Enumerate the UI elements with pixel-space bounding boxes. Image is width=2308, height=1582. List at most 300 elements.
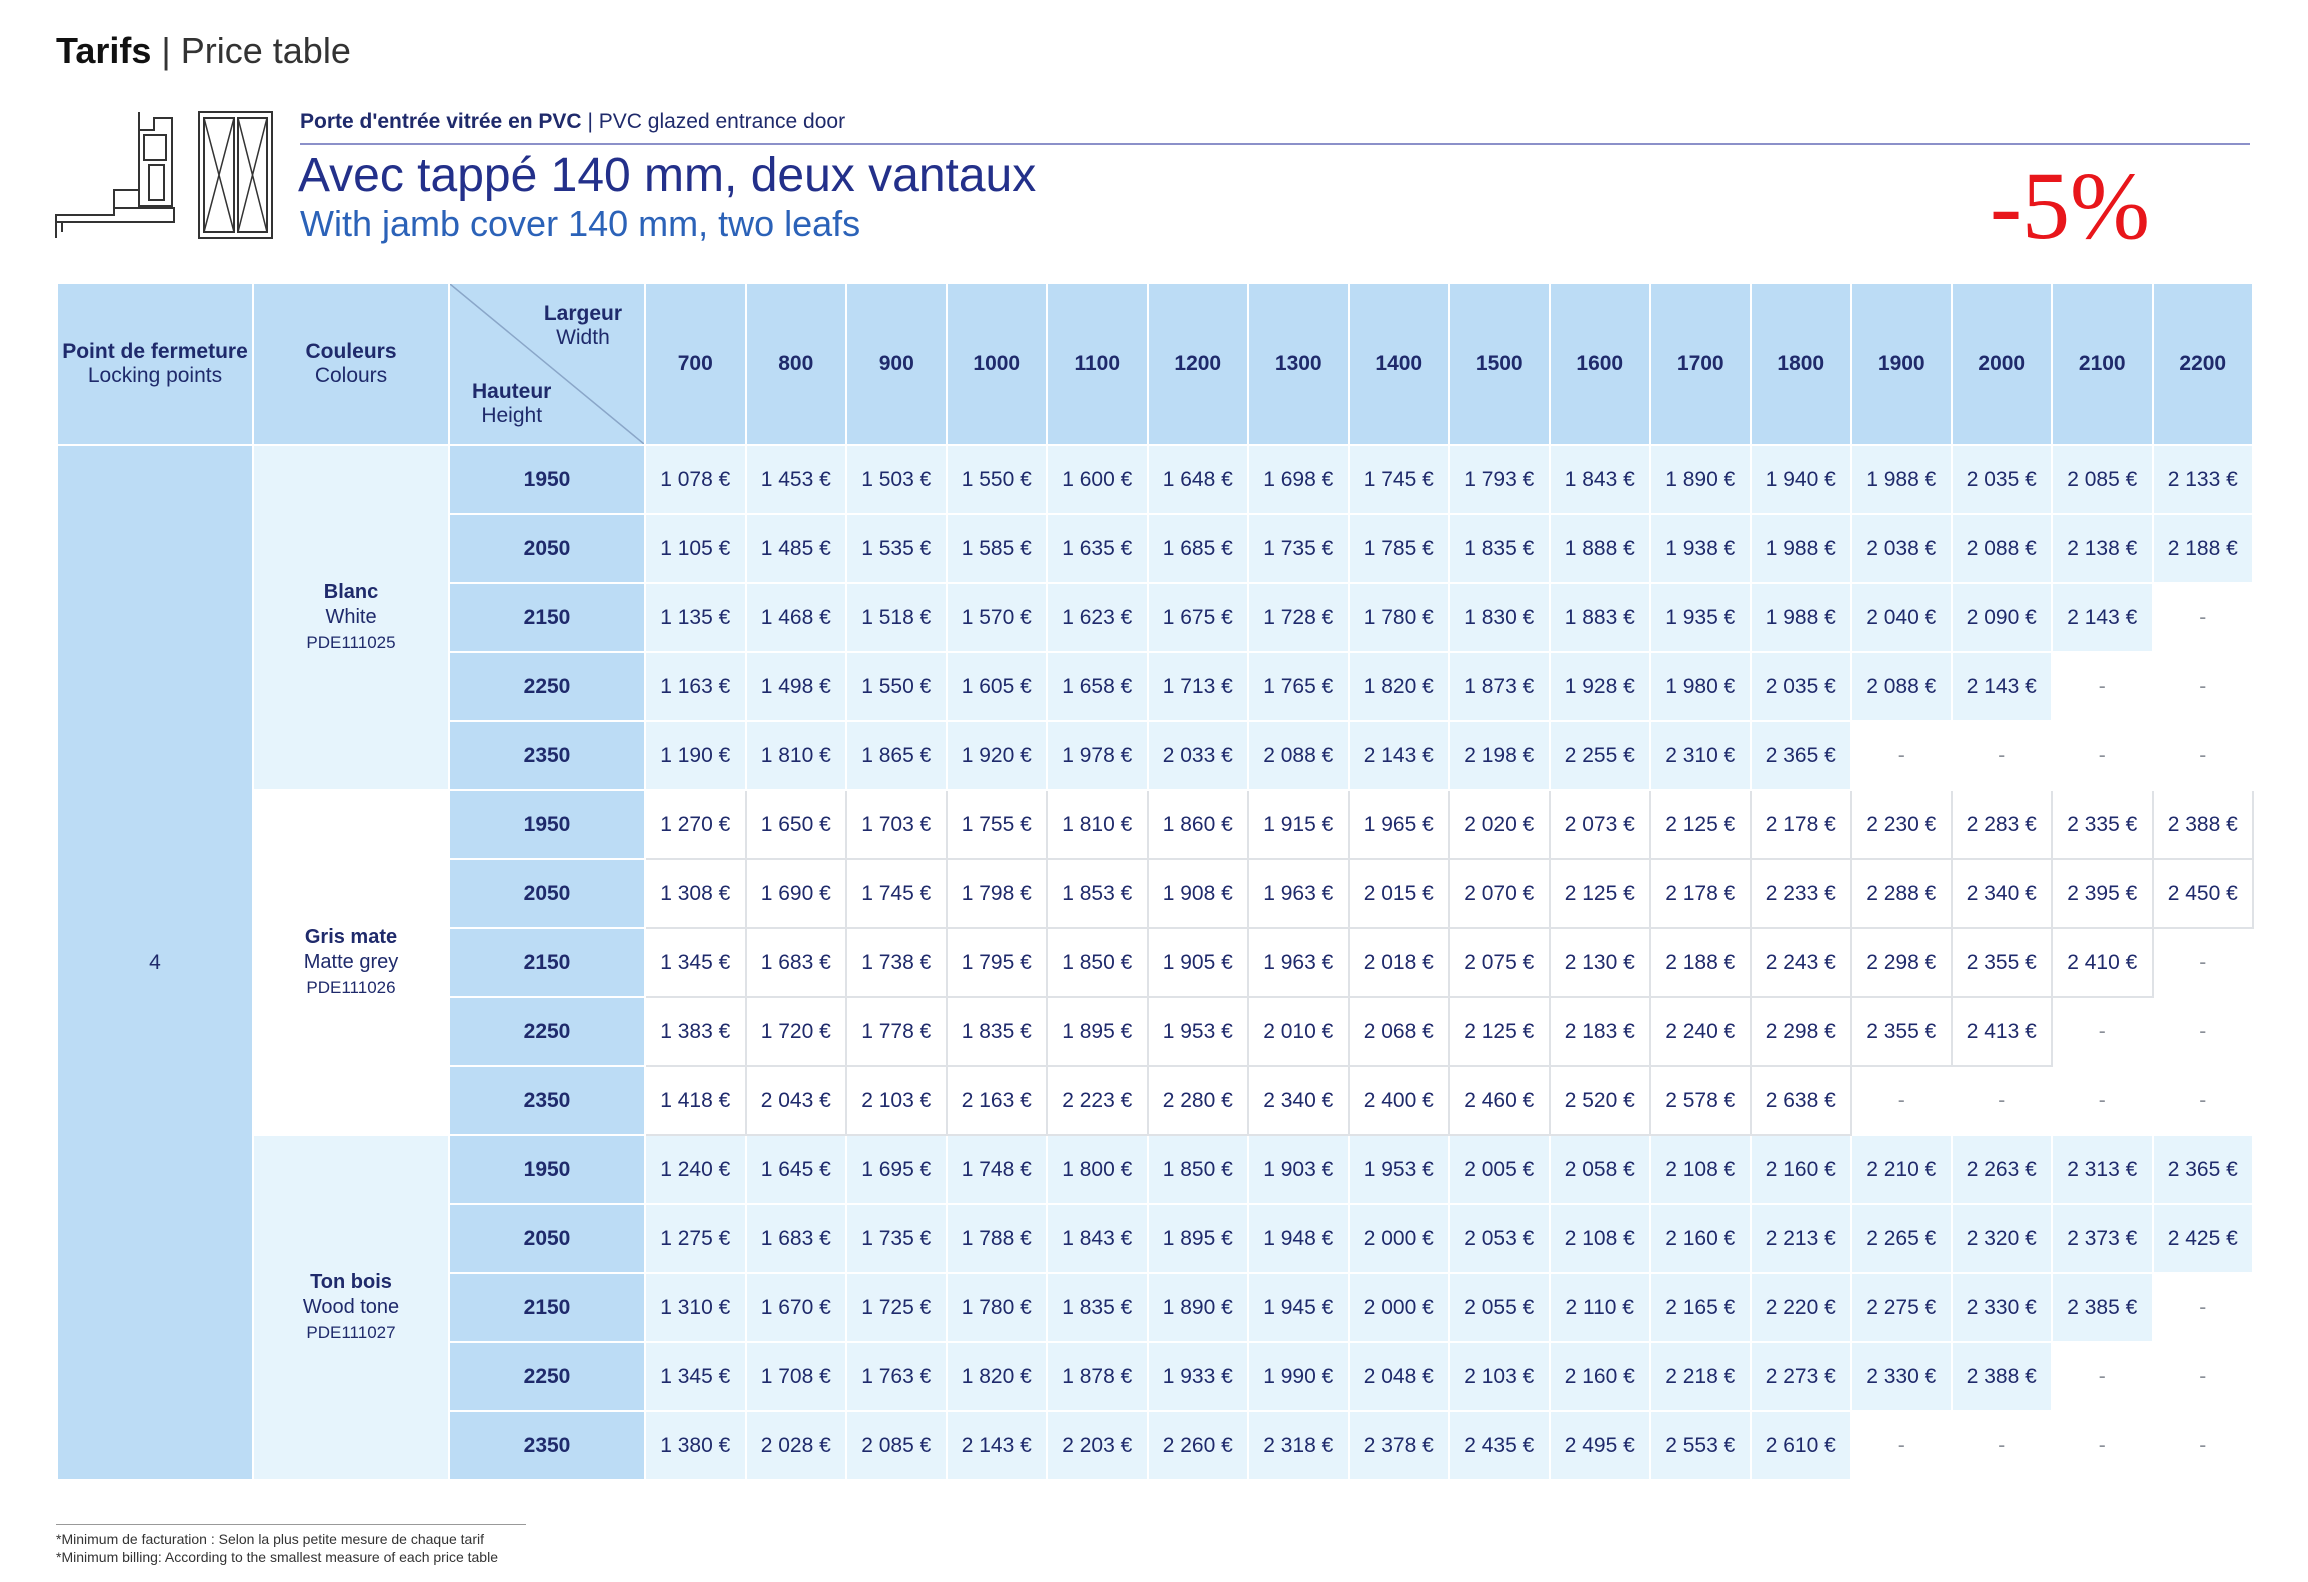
- price-cell: 1 078 €: [645, 445, 746, 514]
- price-cell: 2 000 €: [1349, 1273, 1450, 1342]
- price-cell: 1 883 €: [1550, 583, 1651, 652]
- price-cell: 2 000 €: [1349, 1204, 1450, 1273]
- price-cell: 1 240 €: [645, 1135, 746, 1204]
- price-cell: 2 388 €: [1952, 1342, 2053, 1411]
- locking-points-value: 4: [57, 445, 253, 1480]
- price-cell: 1 600 €: [1047, 445, 1148, 514]
- width-header: 1100: [1047, 283, 1148, 445]
- header-colours-fr: Couleurs: [305, 340, 397, 363]
- price-cell: 2 088 €: [1248, 721, 1349, 790]
- width-header: 800: [746, 283, 847, 445]
- price-cell: 1 738 €: [846, 928, 947, 997]
- height-label: 2150: [449, 928, 645, 997]
- width-header: 900: [846, 283, 947, 445]
- product-title-en: With jamb cover 140 mm, two leafs: [300, 203, 861, 244]
- price-cell: 1 988 €: [1751, 583, 1852, 652]
- price-cell: 2 143 €: [947, 1411, 1048, 1480]
- price-cell: 1 820 €: [1349, 652, 1450, 721]
- price-cell: 1 763 €: [846, 1342, 947, 1411]
- height-label: 2350: [449, 1066, 645, 1135]
- price-cell: 2 413 €: [1952, 997, 2053, 1066]
- price-cell: 2 143 €: [1952, 652, 2053, 721]
- price-cell: 1 190 €: [645, 721, 746, 790]
- colour-name-fr: Gris mate: [304, 926, 398, 948]
- page-title-separator: |: [161, 30, 171, 71]
- price-cell: 1 623 €: [1047, 583, 1148, 652]
- price-cell: 2 043 €: [746, 1066, 847, 1135]
- price-cell: 2 495 €: [1550, 1411, 1651, 1480]
- price-cell: 2 520 €: [1550, 1066, 1651, 1135]
- price-cell: 1 635 €: [1047, 514, 1148, 583]
- height-label: 2250: [449, 997, 645, 1066]
- price-cell: 2 005 €: [1449, 1135, 1550, 1204]
- price-cell: 2 125 €: [1550, 859, 1651, 928]
- price-cell: 2 055 €: [1449, 1273, 1550, 1342]
- price-cell: 1 780 €: [1349, 583, 1450, 652]
- price-cell: 2 178 €: [1751, 790, 1852, 859]
- price-cell: 2 073 €: [1550, 790, 1651, 859]
- price-cell: 1 990 €: [1248, 1342, 1349, 1411]
- price-unavailable: -: [1851, 1411, 1952, 1480]
- price-cell: 2 010 €: [1248, 997, 1349, 1066]
- price-cell: 1 810 €: [1047, 790, 1148, 859]
- price-cell: 1 920 €: [947, 721, 1048, 790]
- price-cell: 1 485 €: [746, 514, 847, 583]
- price-cell: 1 780 €: [947, 1273, 1048, 1342]
- colour-name-fr: Blanc: [323, 581, 379, 603]
- price-cell: 2 068 €: [1349, 997, 1450, 1066]
- price-cell: 1 978 €: [1047, 721, 1148, 790]
- price-cell: 1 788 €: [947, 1204, 1048, 1273]
- height-label: 2150: [449, 583, 645, 652]
- price-cell: 1 903 €: [1248, 1135, 1349, 1204]
- header-width-height: [449, 283, 645, 445]
- price-cell: 2 365 €: [1751, 721, 1852, 790]
- price-cell: 1 795 €: [947, 928, 1048, 997]
- header-colours: [253, 283, 449, 445]
- price-cell: 1 890 €: [1650, 445, 1751, 514]
- header-width-fr: Largeur: [543, 302, 622, 325]
- price-cell: 2 183 €: [1550, 997, 1651, 1066]
- price-unavailable: -: [2153, 1273, 2254, 1342]
- height-label: 2050: [449, 1204, 645, 1273]
- height-label: 2050: [449, 514, 645, 583]
- price-cell: 2 385 €: [2052, 1273, 2153, 1342]
- price-cell: 1 905 €: [1148, 928, 1249, 997]
- price-cell: 1 835 €: [947, 997, 1048, 1066]
- price-cell: 1 735 €: [846, 1204, 947, 1273]
- price-unavailable: -: [1952, 1066, 2053, 1135]
- price-cell: 2 160 €: [1650, 1204, 1751, 1273]
- price-cell: 1 345 €: [645, 928, 746, 997]
- price-cell: 1 963 €: [1248, 859, 1349, 928]
- price-cell: 2 340 €: [1248, 1066, 1349, 1135]
- height-label: 2050: [449, 859, 645, 928]
- price-cell: 2 143 €: [2052, 583, 2153, 652]
- price-unavailable: -: [2153, 997, 2254, 1066]
- price-cell: 2 188 €: [2153, 514, 2254, 583]
- price-cell: 2 028 €: [746, 1411, 847, 1480]
- price-unavailable: -: [2153, 721, 2254, 790]
- price-cell: 1 708 €: [746, 1342, 847, 1411]
- price-cell: 2 035 €: [1751, 652, 1852, 721]
- price-cell: 1 873 €: [1449, 652, 1550, 721]
- width-header: 1500: [1449, 283, 1550, 445]
- price-cell: 2 330 €: [1851, 1342, 1952, 1411]
- price-unavailable: -: [1952, 721, 2053, 790]
- price-cell: 1 713 €: [1148, 652, 1249, 721]
- price-cell: 2 130 €: [1550, 928, 1651, 997]
- price-cell: 1 735 €: [1248, 514, 1349, 583]
- price-cell: 1 270 €: [645, 790, 746, 859]
- price-cell: 1 850 €: [1148, 1135, 1249, 1204]
- price-cell: 2 015 €: [1349, 859, 1450, 928]
- product-line: [300, 110, 845, 134]
- price-cell: 1 675 €: [1148, 583, 1249, 652]
- door-section-icon: [54, 110, 274, 240]
- price-cell: 1 865 €: [846, 721, 947, 790]
- price-cell: 2 578 €: [1650, 1066, 1751, 1135]
- price-cell: 2 090 €: [1952, 583, 2053, 652]
- width-header: 1800: [1751, 283, 1852, 445]
- price-cell: 2 255 €: [1550, 721, 1651, 790]
- price-cell: 2 275 €: [1851, 1273, 1952, 1342]
- price-cell: 1 690 €: [746, 859, 847, 928]
- price-cell: 1 275 €: [645, 1204, 746, 1273]
- price-cell: 1 810 €: [746, 721, 847, 790]
- price-cell: 1 570 €: [947, 583, 1048, 652]
- price-cell: 1 498 €: [746, 652, 847, 721]
- price-cell: 1 915 €: [1248, 790, 1349, 859]
- price-cell: 1 895 €: [1047, 997, 1148, 1066]
- price-cell: 2 103 €: [846, 1066, 947, 1135]
- price-cell: 1 830 €: [1449, 583, 1550, 652]
- price-cell: 2 335 €: [2052, 790, 2153, 859]
- price-cell: 2 273 €: [1751, 1342, 1852, 1411]
- price-cell: 2 178 €: [1650, 859, 1751, 928]
- width-header: 2200: [2153, 283, 2254, 445]
- price-cell: 2 053 €: [1449, 1204, 1550, 1273]
- price-unavailable: -: [2052, 1411, 2153, 1480]
- price-cell: 1 163 €: [645, 652, 746, 721]
- price-cell: 1 908 €: [1148, 859, 1249, 928]
- price-cell: 2 088 €: [1851, 652, 1952, 721]
- price-cell: 1 503 €: [846, 445, 947, 514]
- price-unavailable: -: [2052, 1066, 2153, 1135]
- colour-code: PDE111026: [306, 978, 396, 997]
- price-cell: 2 460 €: [1449, 1066, 1550, 1135]
- price-cell: 1 940 €: [1751, 445, 1852, 514]
- price-cell: 2 223 €: [1047, 1066, 1148, 1135]
- price-cell: 1 748 €: [947, 1135, 1048, 1204]
- product-line-en: PVC glazed entrance door: [598, 110, 846, 133]
- price-cell: 2 288 €: [1851, 859, 1952, 928]
- price-cell: 1 725 €: [846, 1273, 947, 1342]
- price-cell: 2 263 €: [1952, 1135, 2053, 1204]
- width-header: 1200: [1148, 283, 1249, 445]
- price-unavailable: -: [1851, 1066, 1952, 1135]
- footnote-rule: [56, 1524, 526, 1525]
- price-cell: 1 785 €: [1349, 514, 1450, 583]
- price-cell: 2 075 €: [1449, 928, 1550, 997]
- header-rule: [300, 143, 2250, 145]
- price-cell: 2 233 €: [1751, 859, 1852, 928]
- colour-name-en: Matte grey: [303, 951, 399, 973]
- price-cell: 2 313 €: [2052, 1135, 2153, 1204]
- header-locking-fr: Point de fermeture: [62, 340, 248, 363]
- price-cell: 2 230 €: [1851, 790, 1952, 859]
- price-cell: 1 550 €: [846, 652, 947, 721]
- price-cell: 1 535 €: [846, 514, 947, 583]
- colour-name-en: Wood tone: [302, 1296, 400, 1318]
- price-cell: 2 108 €: [1650, 1135, 1751, 1204]
- table-row: [57, 790, 2253, 859]
- price-unavailable: -: [2052, 652, 2153, 721]
- width-header: 1600: [1550, 283, 1651, 445]
- price-cell: 2 355 €: [1952, 928, 2053, 997]
- price-cell: 2 298 €: [1751, 997, 1852, 1066]
- price-cell: 2 298 €: [1851, 928, 1952, 997]
- price-cell: 2 110 €: [1550, 1273, 1651, 1342]
- colour-cell: [253, 445, 449, 790]
- height-label: 1950: [449, 445, 645, 514]
- width-header: 1000: [947, 283, 1048, 445]
- price-cell: 1 953 €: [1349, 1135, 1450, 1204]
- price-cell: 2 330 €: [1952, 1273, 2053, 1342]
- price-unavailable: -: [2153, 1342, 2254, 1411]
- price-table: [56, 282, 2254, 1481]
- price-cell: 2 260 €: [1148, 1411, 1249, 1480]
- height-label: 2250: [449, 1342, 645, 1411]
- price-cell: 1 953 €: [1148, 997, 1249, 1066]
- price-cell: 1 850 €: [1047, 928, 1148, 997]
- price-cell: 1 878 €: [1047, 1342, 1148, 1411]
- price-cell: 1 980 €: [1650, 652, 1751, 721]
- price-unavailable: -: [2153, 1411, 2254, 1480]
- width-header: 1900: [1851, 283, 1952, 445]
- page-title: [56, 30, 351, 72]
- price-cell: 2 435 €: [1449, 1411, 1550, 1480]
- price-cell: 1 988 €: [1851, 445, 1952, 514]
- price-unavailable: -: [2153, 583, 2254, 652]
- price-cell: 2 610 €: [1751, 1411, 1852, 1480]
- price-unavailable: -: [2153, 652, 2254, 721]
- price-cell: 1 888 €: [1550, 514, 1651, 583]
- price-cell: 1 345 €: [645, 1342, 746, 1411]
- price-cell: 2 103 €: [1449, 1342, 1550, 1411]
- price-cell: 2 188 €: [1650, 928, 1751, 997]
- colour-code: PDE111027: [306, 1323, 396, 1342]
- header-height-fr: Hauteur: [472, 380, 552, 403]
- price-cell: 1 585 €: [947, 514, 1048, 583]
- price-cell: 2 280 €: [1148, 1066, 1249, 1135]
- price-cell: 2 033 €: [1148, 721, 1249, 790]
- price-cell: 1 380 €: [645, 1411, 746, 1480]
- height-label: 2250: [449, 652, 645, 721]
- price-cell: 2 163 €: [947, 1066, 1048, 1135]
- width-header: 700: [645, 283, 746, 445]
- price-unavailable: -: [2153, 928, 2254, 997]
- price-cell: 1 418 €: [645, 1066, 746, 1135]
- header-width-en: Width: [556, 326, 610, 349]
- price-unavailable: -: [1952, 1411, 2053, 1480]
- price-cell: 2 133 €: [2153, 445, 2254, 514]
- height-label: 1950: [449, 790, 645, 859]
- price-cell: 1 605 €: [947, 652, 1048, 721]
- price-unavailable: -: [1851, 721, 1952, 790]
- price-cell: 1 745 €: [846, 859, 947, 928]
- price-cell: 2 203 €: [1047, 1411, 1148, 1480]
- price-cell: 1 105 €: [645, 514, 746, 583]
- price-cell: 1 135 €: [645, 583, 746, 652]
- price-cell: 2 400 €: [1349, 1066, 1450, 1135]
- table-row: [57, 1135, 2253, 1204]
- page-title-rest: Price table: [180, 30, 351, 71]
- price-cell: 2 085 €: [846, 1411, 947, 1480]
- price-cell: 2 058 €: [1550, 1135, 1651, 1204]
- page-title-bold: Tarifs: [56, 30, 152, 71]
- width-header: 2100: [2052, 283, 2153, 445]
- height-label: 2350: [449, 1411, 645, 1480]
- colour-name-en: White: [325, 606, 377, 628]
- colour-code: PDE111025: [306, 633, 396, 652]
- price-cell: 1 948 €: [1248, 1204, 1349, 1273]
- price-cell: 2 035 €: [1952, 445, 2053, 514]
- price-cell: 1 658 €: [1047, 652, 1148, 721]
- price-cell: 1 518 €: [846, 583, 947, 652]
- price-cell: 2 638 €: [1751, 1066, 1852, 1135]
- price-cell: 2 210 €: [1851, 1135, 1952, 1204]
- footnote-line-en: *Minimum billing: According to the smallest measure of each price table: [56, 1549, 498, 1565]
- table-header-row: [57, 283, 2253, 445]
- price-cell: 1 800 €: [1047, 1135, 1148, 1204]
- width-header: 1700: [1650, 283, 1751, 445]
- price-cell: 2 410 €: [2052, 928, 2153, 997]
- height-label: 2150: [449, 1273, 645, 1342]
- price-cell: 2 125 €: [1650, 790, 1751, 859]
- width-header: 2000: [1952, 283, 2053, 445]
- price-cell: 2 198 €: [1449, 721, 1550, 790]
- price-cell: 1 765 €: [1248, 652, 1349, 721]
- price-cell: 1 963 €: [1248, 928, 1349, 997]
- price-cell: 2 038 €: [1851, 514, 1952, 583]
- header-locking-en: Locking points: [87, 364, 223, 387]
- header-height-en: Height: [481, 404, 543, 427]
- product-title-fr: Avec tappé 140 mm, deux vantaux: [298, 149, 1037, 202]
- price-cell: 2 165 €: [1650, 1273, 1751, 1342]
- price-cell: 2 365 €: [2153, 1135, 2254, 1204]
- price-cell: 2 070 €: [1449, 859, 1550, 928]
- price-cell: 1 843 €: [1047, 1204, 1148, 1273]
- price-cell: 1 928 €: [1550, 652, 1651, 721]
- price-cell: 1 310 €: [645, 1273, 746, 1342]
- price-cell: 1 965 €: [1349, 790, 1450, 859]
- price-cell: 1 820 €: [947, 1342, 1048, 1411]
- table-row: [57, 445, 2253, 514]
- price-cell: 1 683 €: [746, 928, 847, 997]
- price-cell: 1 835 €: [1449, 514, 1550, 583]
- price-cell: 2 265 €: [1851, 1204, 1952, 1273]
- price-cell: 2 143 €: [1349, 721, 1450, 790]
- price-cell: 1 938 €: [1650, 514, 1751, 583]
- product-line-fr: Porte d'entrée vitrée en PVC: [300, 110, 582, 133]
- price-cell: 1 685 €: [1148, 514, 1249, 583]
- price-cell: 2 355 €: [1851, 997, 1952, 1066]
- price-cell: 1 853 €: [1047, 859, 1148, 928]
- price-cell: 2 553 €: [1650, 1411, 1751, 1480]
- price-cell: 1 695 €: [846, 1135, 947, 1204]
- price-cell: 2 340 €: [1952, 859, 2053, 928]
- colour-cell: [253, 1135, 449, 1480]
- price-cell: 1 860 €: [1148, 790, 1249, 859]
- discount-badge: -5%: [1990, 152, 2150, 259]
- footnote: [56, 1530, 498, 1566]
- price-unavailable: -: [2052, 1342, 2153, 1411]
- footnote-line-fr: *Minimum de facturation : Selon la plus petite mesure de chaque tarif: [56, 1531, 485, 1547]
- price-cell: 2 240 €: [1650, 997, 1751, 1066]
- price-cell: 1 890 €: [1148, 1273, 1249, 1342]
- price-cell: 1 550 €: [947, 445, 1048, 514]
- price-cell: 2 283 €: [1952, 790, 2053, 859]
- price-cell: 2 218 €: [1650, 1342, 1751, 1411]
- price-cell: 2 108 €: [1550, 1204, 1651, 1273]
- price-cell: 2 450 €: [2153, 859, 2254, 928]
- price-cell: 1 935 €: [1650, 583, 1751, 652]
- price-cell: 2 320 €: [1952, 1204, 2053, 1273]
- price-cell: 2 310 €: [1650, 721, 1751, 790]
- price-cell: 2 213 €: [1751, 1204, 1852, 1273]
- price-cell: 1 755 €: [947, 790, 1048, 859]
- height-label: 2350: [449, 721, 645, 790]
- product-line-separator: |: [587, 110, 593, 133]
- price-cell: 1 383 €: [645, 997, 746, 1066]
- price-cell: 1 698 €: [1248, 445, 1349, 514]
- price-cell: 2 160 €: [1550, 1342, 1651, 1411]
- height-label: 1950: [449, 1135, 645, 1204]
- price-cell: 1 988 €: [1751, 514, 1852, 583]
- price-cell: 1 945 €: [1248, 1273, 1349, 1342]
- price-cell: 1 645 €: [746, 1135, 847, 1204]
- price-cell: 2 138 €: [2052, 514, 2153, 583]
- width-header: 1300: [1248, 283, 1349, 445]
- price-cell: 2 020 €: [1449, 790, 1550, 859]
- price-cell: 1 650 €: [746, 790, 847, 859]
- price-unavailable: -: [2153, 1066, 2254, 1135]
- price-cell: 2 125 €: [1449, 997, 1550, 1066]
- price-cell: 1 468 €: [746, 583, 847, 652]
- price-cell: 2 088 €: [1952, 514, 2053, 583]
- price-cell: 2 160 €: [1751, 1135, 1852, 1204]
- price-cell: 2 018 €: [1349, 928, 1450, 997]
- header-height-label: [472, 380, 551, 428]
- price-cell: 2 378 €: [1349, 1411, 1450, 1480]
- header-width-label: [544, 302, 622, 350]
- price-cell: 1 683 €: [746, 1204, 847, 1273]
- price-cell: 1 843 €: [1550, 445, 1651, 514]
- price-cell: 1 453 €: [746, 445, 847, 514]
- header-colours-en: Colours: [314, 364, 388, 387]
- colour-name-fr: Ton bois: [310, 1271, 392, 1293]
- price-cell: 2 048 €: [1349, 1342, 1450, 1411]
- price-cell: 2 085 €: [2052, 445, 2153, 514]
- price-cell: 1 308 €: [645, 859, 746, 928]
- price-cell: 1 778 €: [846, 997, 947, 1066]
- price-table-body: [57, 445, 2253, 1480]
- header-locking-points: [57, 283, 253, 445]
- price-cell: 2 395 €: [2052, 859, 2153, 928]
- price-cell: 2 318 €: [1248, 1411, 1349, 1480]
- price-unavailable: -: [2052, 721, 2153, 790]
